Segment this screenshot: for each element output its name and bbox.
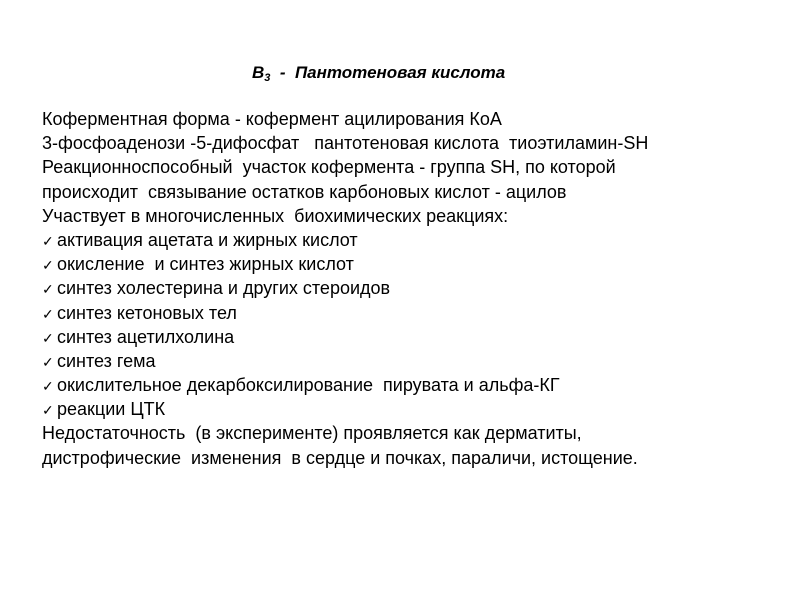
checkmark-icon: ✓ [42, 353, 54, 370]
reactive-site-line-2: происходит связывание остатков карбоновых кислот - ацилов [42, 181, 567, 202]
coenzyme-form-line: Коферментная форма - кофермент ацилирования КоА [42, 109, 502, 129]
checkmark-icon: ✓ [42, 305, 54, 322]
list-item [42, 373, 648, 397]
checkmark-icon: ✓ [42, 232, 54, 249]
slide-title [252, 61, 505, 85]
list-item-text: активация ацетата и жирных кислот [57, 229, 358, 250]
checkmark-icon: ✓ [42, 378, 54, 395]
list-item [42, 276, 648, 300]
reactions-intro-line: Участвует в многочисленных биохимических реакциях: [42, 205, 509, 226]
slide-body [42, 107, 648, 470]
list-item [42, 349, 648, 373]
checkmark-icon: ✓ [42, 329, 54, 346]
reactions-list [42, 228, 648, 422]
list-item-text: окисление и синтез жирных кислот [57, 254, 354, 275]
list-item-text: синтез кетоновых тел [57, 302, 237, 323]
list-item-text: реакции ЦТК [57, 399, 166, 420]
list-item-text: синтез холестерина и других стероидов [57, 278, 391, 299]
checkmark-icon: ✓ [42, 281, 54, 298]
checkmark-icon: ✓ [42, 402, 54, 419]
list-item-text: окислительное декарбоксилирование пирувата и альфа-КГ [57, 375, 560, 396]
list-item [42, 252, 648, 276]
title-vitamin-letter: B [252, 63, 265, 82]
list-item-text: синтез гема [57, 350, 156, 371]
list-item [42, 397, 648, 421]
reactive-site-line-1: Реакционноспособный участок кофермента - группа SH, по которой [42, 157, 616, 178]
title-vitamin-subscript: 3 [264, 72, 271, 84]
list-item-text: синтез ацетилхолина [57, 326, 235, 347]
list-item [42, 228, 648, 252]
coenzyme-structure-line: 3-фосфоаденози -5-дифосфат пантотеновая кислота тиоэтиламин-SH [42, 133, 649, 154]
title-text: - Пантотеновая кислота [270, 63, 506, 82]
list-item [42, 301, 648, 325]
deficiency-line-1: Недостаточность (в эксперименте) проявляется как дерматиты, [42, 423, 582, 444]
checkmark-icon: ✓ [42, 257, 54, 274]
deficiency-line-2: дистрофические изменения в сердце и почках, параличи, истощение. [42, 447, 638, 468]
list-item [42, 325, 648, 349]
